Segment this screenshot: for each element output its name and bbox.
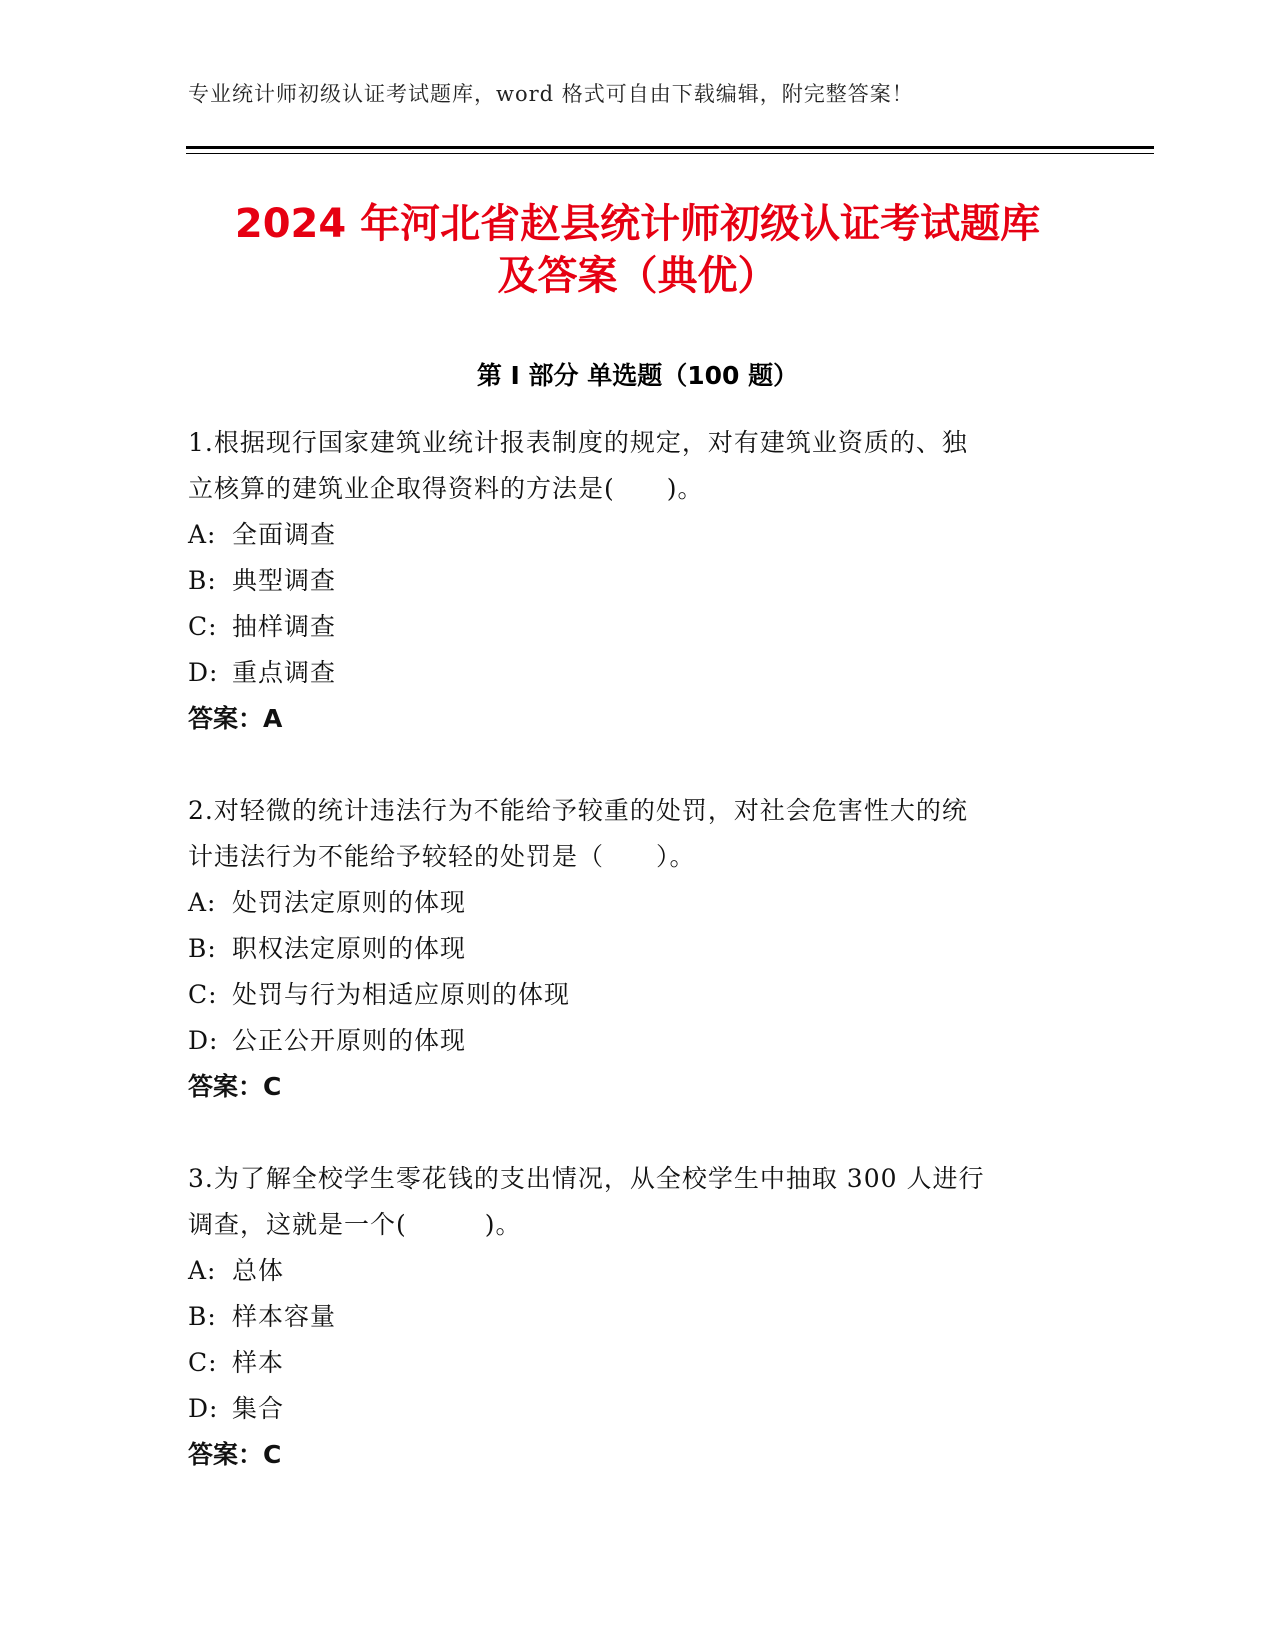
option-text: 重点调查 [232,658,337,687]
option-b [188,1294,1068,1340]
option-a [188,512,1068,558]
option-text: 总体 [232,1256,285,1285]
option-key: A: [188,520,217,549]
question-stem-line-1: 1.根据现行国家建筑业统计报表制度的规定，对有建筑业资质的、独 [188,428,968,457]
option-text: 公正公开原则的体现 [232,1026,467,1055]
question-2 [188,788,1068,1110]
option-key: D: [188,1026,219,1055]
option-a [188,880,1068,926]
option-key: C: [188,980,218,1009]
question-stem [188,1156,1068,1248]
option-text: 典型调查 [232,566,337,595]
option-text: 样本容量 [232,1302,337,1331]
question-stem-line-2: 计违法行为不能给予较轻的处罚是（ ）。 [188,842,696,871]
option-d [188,1386,1068,1432]
question-stem [188,420,1068,512]
option-key: C: [188,1348,218,1377]
option-key: D: [188,1394,219,1423]
option-text: 处罚法定原则的体现 [232,888,467,917]
option-d [188,650,1068,696]
question-stem-line-1: 2.对轻微的统计违法行为不能给予较重的处罚，对社会危害性大的统 [188,796,968,825]
option-c [188,604,1068,650]
answer-label: 答案：C [188,1072,282,1101]
question-stem-line-1: 3.为了解全校学生零花钱的支出情况，从全校学生中抽取 300 人进行 [188,1164,985,1193]
document-title [150,198,1125,302]
header-rule-thin [186,153,1154,154]
option-text: 处罚与行为相适应原则的体现 [232,980,571,1009]
answer-label: 答案：C [188,1440,282,1469]
option-c [188,1340,1068,1386]
section-title: 第 I 部分 单选题（100 题） [476,361,799,390]
document-title-line-1: 2024 年河北省赵县统计师初级认证考试题库 [234,201,1041,247]
question-1 [188,420,1068,742]
header-note: 专业统计师初级认证考试题库，word 格式可自由下载编辑，附完整答案！ [188,82,914,106]
document-title-line-2: 及答案（典优） [497,253,778,299]
option-key: B: [188,934,217,963]
option-key: D: [188,658,219,687]
option-key: A: [188,1256,217,1285]
option-key: A: [188,888,217,917]
option-d [188,1018,1068,1064]
answer-label: 答案：A [188,704,283,733]
option-key: C: [188,612,218,641]
question-3 [188,1156,1068,1478]
option-a [188,1248,1068,1294]
question-stem [188,788,1068,880]
option-text: 抽样调查 [232,612,337,641]
option-b [188,926,1068,972]
option-text: 集合 [232,1394,285,1423]
option-c [188,972,1068,1018]
option-key: B: [188,566,217,595]
option-text: 职权法定原则的体现 [232,934,467,963]
option-text: 全面调查 [232,520,337,549]
option-key: B: [188,1302,217,1331]
option-text: 样本 [232,1348,285,1377]
header-rule-thick [186,146,1154,149]
question-stem-line-2: 调查，这就是一个( )。 [188,1210,522,1239]
option-b [188,558,1068,604]
question-stem-line-2: 立核算的建筑业企取得资料的方法是( )。 [188,474,704,503]
